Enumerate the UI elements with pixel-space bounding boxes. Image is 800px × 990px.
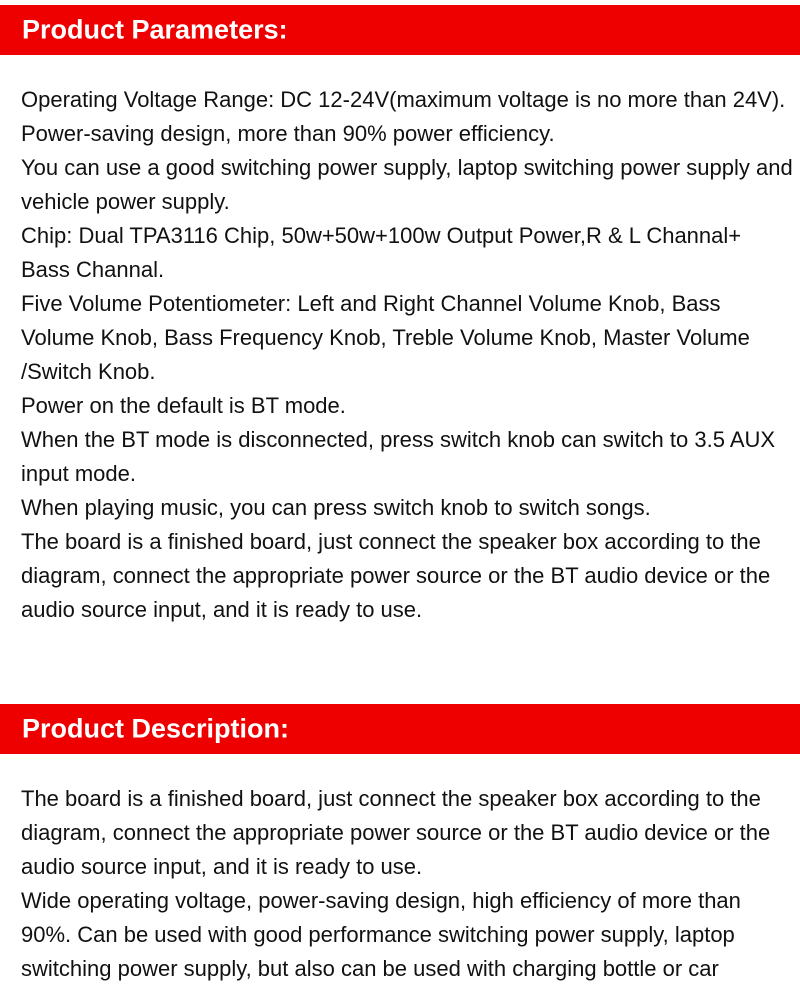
parameter-line: You can use a good switching power supply, laptop switching power supply and vehicle power supply.	[21, 155, 793, 214]
product-description-title: Product Description:	[22, 713, 290, 744]
parameter-line: When the BT mode is disconnected, press switch knob can switch to 3.5 AUX input mode.	[21, 427, 776, 486]
product-parameters-header	[0, 5, 800, 55]
parameter-line: Chip: Dual TPA3116 Chip, 50w+50w+100w Output Power,R & L Channal+ Bass Channal.	[21, 223, 742, 282]
product-parameters-title: Product Parameters:	[22, 14, 288, 45]
parameter-line: Five Volume Potentiometer: Left and Right Channel Volume Knob, Bass Volume Knob, Bass Frequency Knob, Treble Volume Knob, Master Volume /Switch Knob.	[21, 291, 750, 384]
parameter-line: Power on the default is BT mode.	[21, 393, 346, 418]
parameter-line: Power-saving design, more than 90% power efficiency.	[21, 121, 555, 146]
product-description-header	[0, 704, 800, 754]
description-line: The board is a finished board, just connect the speaker box according to the diagram, connect the appropriate power source or the BT audio device or the audio source input, and it is ready to use.	[21, 786, 771, 879]
parameter-line: When playing music, you can press switch knob to switch songs.	[21, 495, 651, 520]
parameter-line: The board is a finished board, just connect the speaker box according to the diagram, connect the appropriate power source or the BT audio device or the audio source input, and it is ready to use.	[21, 529, 771, 622]
product-parameters-list	[21, 83, 796, 627]
product-description-text	[21, 782, 796, 986]
parameter-line: Operating Voltage Range: DC 12-24V(maximum voltage is no more than 24V).	[21, 87, 786, 112]
description-line: Wide operating voltage, power-saving design, high efficiency of more than 90%. Can be used with good performance switching power supply, laptop switching power supply, but also can be used with charging bottle or car	[21, 888, 741, 981]
